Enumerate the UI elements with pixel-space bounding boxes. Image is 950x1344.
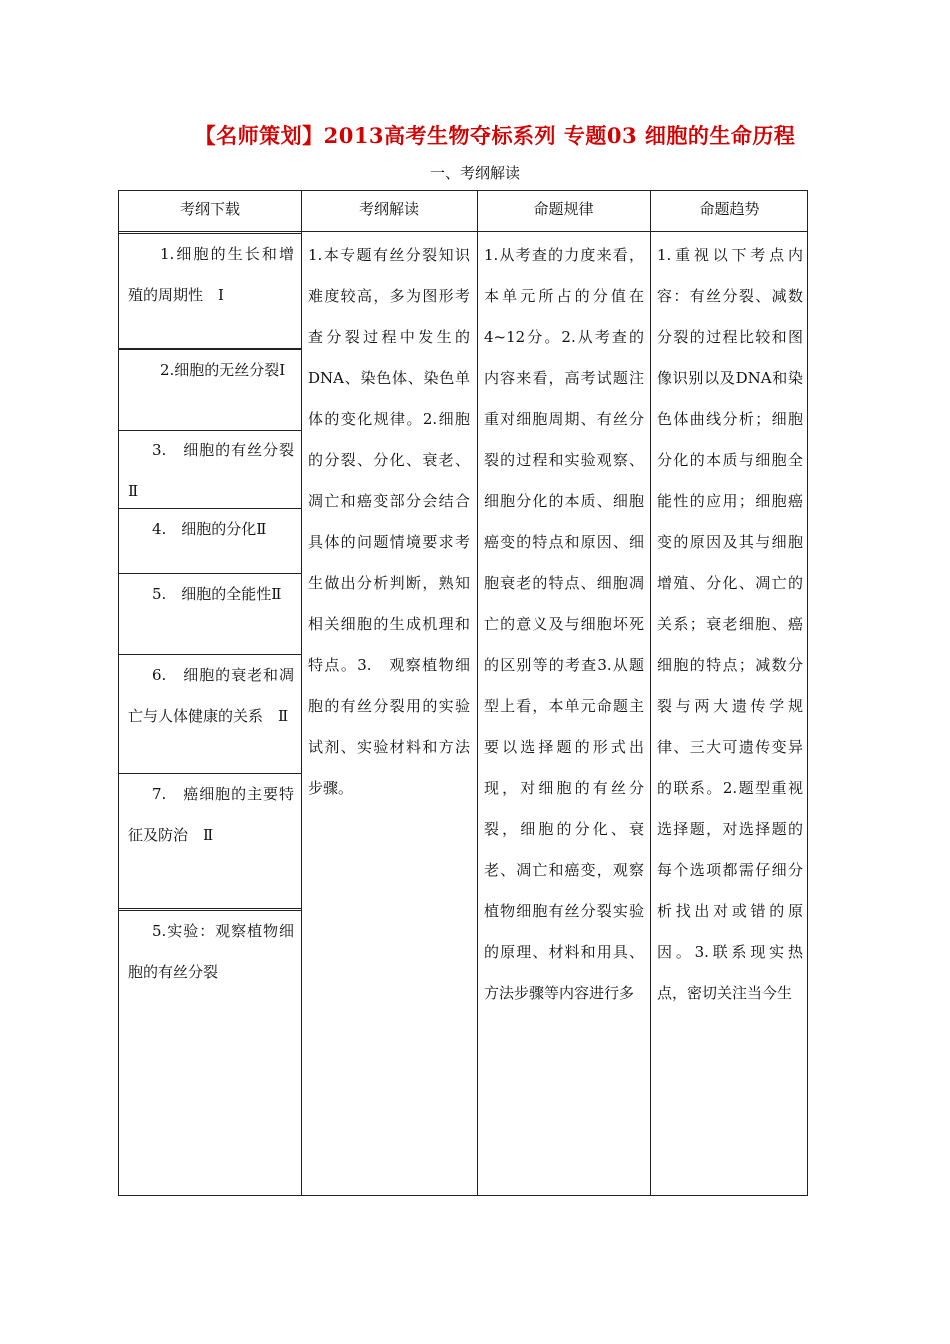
syllabus-item-3 xyxy=(119,430,310,509)
syllabus-item-text: 2.细胞的无丝分裂Ⅰ xyxy=(160,361,286,379)
header-syllabus-download: 考纲下载 xyxy=(179,200,240,218)
syllabus-table xyxy=(118,190,808,1196)
exam-trends-text: 1.重视以下考点内容：有丝分裂、减数分裂的过程比较和图像识别以及DNA和染色体曲线分析；细胞分化的本质与细胞全能性的应用；细胞癌变的原因及其与细胞增殖、分化、凋亡的关系；衰老细胞、癌细胞的特点；减数分裂与两大遗传学规律、三大可遗传变异的联系。2.题型重视选择题，对选择题的每个选项都需仔细分析找出对或错的原因。3.联系现实热点，密切关注当今生 xyxy=(657,246,803,1002)
syllabus-item-text: 5. 细胞的全能性Ⅱ xyxy=(152,585,282,603)
syllabus-item-text: 6. 细胞的衰老和凋亡与人体健康的关系 Ⅱ xyxy=(128,666,294,725)
header-exam-trends: 命题趋势 xyxy=(699,200,760,218)
header-exam-patterns: 命题规律 xyxy=(533,200,594,218)
syllabus-item-text: 3. 细胞的有丝分裂 Ⅱ xyxy=(128,441,310,500)
syllabus-item-2 xyxy=(119,349,302,431)
header-syllabus-interpretation: 考纲解读 xyxy=(358,200,419,218)
syllabus-item-7 xyxy=(119,774,302,909)
syllabus-item-1 xyxy=(119,233,302,349)
col-divider xyxy=(650,191,651,1195)
syllabus-interpretation-text: 1.本专题有丝分裂知识难度较高，多为图形考查分裂过程中发生的DNA、染色体、染色单体的变化规律。2.细胞的分裂、分化、衰老、凋亡和癌变部分会结合具体的问题情境要求考生做出分析判断，熟知相关细胞的生成机理和特点。3. 观察植物细胞的有丝分裂用的实验试剂、实验材料和方法步骤。 xyxy=(308,246,470,797)
syllabus-item-text: 1.细胞的生长和增殖的周期性 I xyxy=(128,245,294,304)
col-divider xyxy=(477,191,478,1195)
syllabus-item-5 xyxy=(119,574,302,655)
syllabus-item-text: 4. 细胞的分化Ⅱ xyxy=(152,520,267,538)
syllabus-item-6 xyxy=(119,655,302,774)
header-divider xyxy=(119,231,807,232)
page-title: 【名师策划】2013高考生物夺标系列 专题03 细胞的生命历程 xyxy=(194,123,796,148)
syllabus-item-8 xyxy=(119,910,302,991)
exam-patterns-text: 1.从考查的力度来看，本单元所占的分值在4~12分。2.从考查的内容来看，高考试题注重对细胞周期、有丝分裂的过程和实验观察、细胞分化的本质、细胞癌变的特点和原因、细胞衰老的特点、细胞凋亡的意义及与细胞坏死的区别等的考查3.从题型上看，本单元命题主要以选择题的形式出现，对细胞的有丝分裂，细胞的分化、衰老、凋亡和癌变，观察植物细胞有丝分裂实验的原理、材料和用具、方法步骤等内容进行多 xyxy=(484,246,644,1002)
syllabus-item-text: 5.实验：观察植物细胞的有丝分裂 xyxy=(128,922,294,981)
syllabus-item-text: 7. 癌细胞的主要特征及防治 Ⅱ xyxy=(128,785,294,844)
syllabus-item-4 xyxy=(119,509,302,574)
section-heading: 一、考纲解读 xyxy=(429,164,520,182)
